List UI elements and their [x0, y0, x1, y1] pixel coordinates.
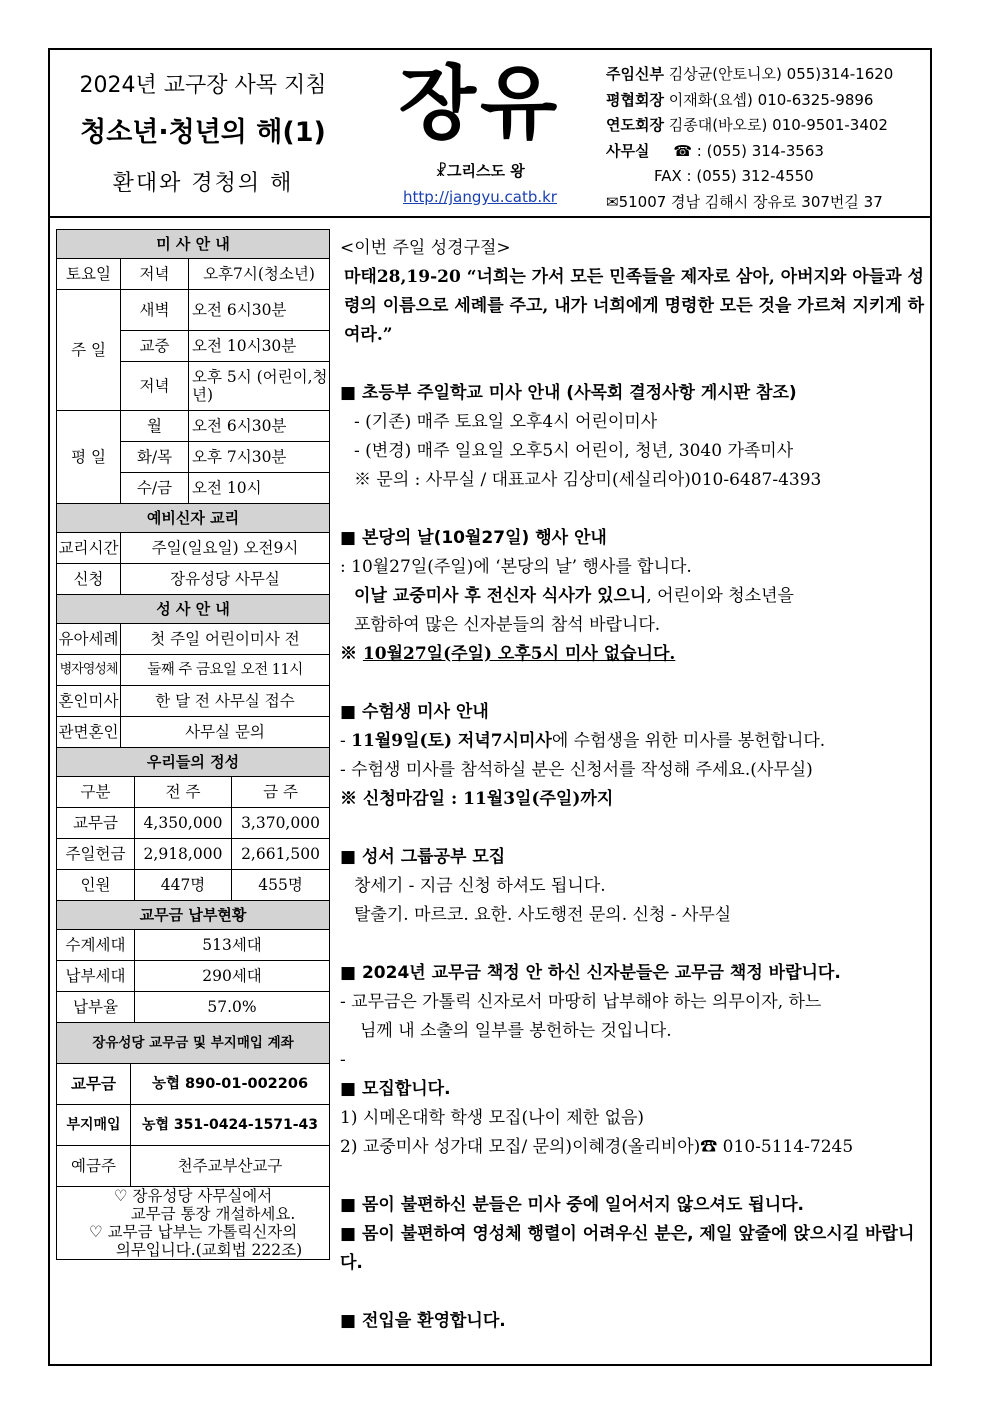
header	[50, 50, 930, 218]
contact-council: 평협회장 이재화(요셉) 010-6325-9896	[606, 90, 874, 109]
children-mass-new: - (변경) 매주 일요일 오후5시 어린이, 청년, 3040 가족미사	[354, 441, 794, 461]
contact-pastor: 주임신부 김상균(안토니오) 055)314-1620	[606, 65, 894, 83]
year-subtheme: 환대와 경청의 해	[112, 171, 294, 196]
scripture-text: 마태28,19-20 “너희는 가서 모든 민족들을 제자로 삼아, 아버지와 아들과 성령의 이름으로 세례를 주고, 내가 너희에게 명령한 모든 것을 가르쳐 지키게 하여라.”	[344, 267, 925, 345]
offering-table	[56, 747, 330, 901]
notice-communion: ■ 몸이 불편하여 영성체 행렬이 어려우신 분은, 제일 앞줄에 앉으시길 바랍니다.	[340, 1224, 915, 1273]
offering-header-row: 구분 전 주 금 주	[57, 777, 330, 808]
section-welcome-title: ■ 전입을 환영합니다.	[340, 1311, 506, 1331]
weekday-label: 평 일	[57, 411, 121, 504]
children-mass-contact: ※ 문의 : 사무실 / 대표교사 김상미(세실리아)010-6487-4393	[354, 470, 822, 490]
catechumen-section-title: 예비신자 교리	[57, 504, 330, 533]
announcements	[340, 234, 926, 1336]
parish-day-line3: 포함하여 많은 신자분들의 참석 바랍니다.	[354, 615, 661, 635]
account-row-holder: 예금주 천주교부산교구	[57, 1146, 330, 1187]
notice-standing: ■ 몸이 불편하신 분들은 미사 중에 일어서지 않으셔도 됩니다.	[340, 1195, 804, 1215]
sidebar-table	[56, 229, 330, 748]
section-bible-study-title: ■ 성서 그룹공부 모집	[340, 847, 506, 867]
bible-study-others: 탈출기. 마르코. 요한. 사도행전 문의. 신청 - 사무실	[354, 905, 732, 925]
account-table	[56, 1022, 330, 1260]
mass-row-sunday-main: 교중 오전 10시30분	[57, 331, 330, 362]
offering-section-title: 우리들의 정성	[57, 748, 330, 777]
pastoral-guideline: 2024년 교구장 사목 지침	[79, 73, 327, 98]
contact-list	[606, 62, 893, 215]
section-recruit-title: ■ 모집합니다.	[340, 1079, 451, 1099]
dues-row-households: 수계세대 513세대	[57, 930, 330, 961]
sidebar	[56, 229, 329, 1260]
mass-row-monday: 평 일 월 오전 6시30분	[57, 411, 330, 442]
recruit-simeon: 1) 시메온대학 학생 모집(나이 제한 없음)	[340, 1108, 645, 1128]
sacrament-section-title: 성 사 안 내	[57, 595, 330, 624]
mass-row-wed-fri: 수/금 오전 10시	[57, 473, 330, 504]
scripture-title: <이번 주일 성경구절>	[340, 238, 511, 258]
exam-mass-deadline: ※ 신청마감일 : 11월3일(주일)까지	[340, 789, 614, 809]
bible-study-genesis: 창세기 - 지금 신청 하셔도 됩니다.	[354, 876, 606, 896]
offering-row-attendance: 인원 447명 455명	[57, 870, 330, 901]
children-mass-old: - (기존) 매주 토요일 오후4시 어린이미사	[354, 412, 658, 432]
sacrament-row-sick-communion: 병자영성체 둘째 주 금요일 오전 11시	[57, 655, 330, 686]
contact-funeral: 연도회장 김종대(바오로) 010-9501-3402	[606, 116, 888, 134]
contact-office-phone: 사무실 ☎ : (055) 314-3563	[606, 141, 824, 160]
dues-row-rate: 납부율 57.0%	[57, 992, 330, 1023]
exam-mass-line2: - 수험생 미사를 참석하실 분은 신청서를 작성해 주세요.(사무실)	[340, 760, 813, 780]
dues-line3: -	[340, 1050, 346, 1070]
sacrament-row-baptism: 유아세례 첫 주일 어린이미사 전	[57, 624, 330, 655]
offering-row-collection: 주일헌금 2,918,000 2,661,500	[57, 839, 330, 870]
bulletin-frame	[48, 48, 932, 1366]
mass-row-sunday-dawn: 주 일 새벽 오전 6시30분	[57, 290, 330, 331]
dues-line1: - 교무금은 가톨릭 신자로서 마땅히 납부해야 하는 의무이자, 하느	[340, 992, 822, 1012]
parish-day-notice: ※ 10월27일(주일) 오후5시 미사 없습니다.	[340, 644, 676, 664]
sunday-name: ☧그리스도 왕	[435, 162, 525, 180]
sidebar-notes: ♡ 장유성당 사무실에서 교무금 통장 개설하세요. ♡ 교무금 납부는 가톨릭신자의 의무입니다.(교회법 222조)	[57, 1187, 330, 1260]
exam-mass-line1: - 11월9일(토) 저녁7시미사에 수험생을 위한 미사를 봉헌합니다.	[340, 731, 826, 751]
section-exam-mass-title: ■ 수험생 미사 안내	[340, 702, 489, 722]
dues-line2: 님께 내 소출의 일부를 봉헌하는 것입니다.	[360, 1021, 672, 1041]
mass-row-sunday-evening: 저녁 오후 5시 (어린이,청년)	[57, 362, 330, 411]
account-row-land: 부지매입 농협 351-0424-1571-43	[57, 1105, 330, 1146]
contact-office-fax: FAX : (055) 312-4550	[654, 167, 814, 185]
sacrament-row-wedding: 혼인미사 한 달 전 사무실 접수	[57, 686, 330, 717]
catechumen-row-time: 교리시간 주일(일요일) 오전9시	[57, 533, 330, 564]
mass-row-tue-thu: 화/목 오후 7시30분	[57, 442, 330, 473]
dues-section-title: 교무금 납부현황	[57, 901, 330, 930]
dues-table	[56, 900, 330, 1023]
account-section-title: 장유성당 교무금 및 부지매입 계좌	[57, 1023, 330, 1064]
mass-section-title: 미 사 안 내	[57, 230, 330, 259]
section-children-mass-title: ■ 초등부 주일학교 미사 안내 (사목회 결정사항 게시판 참조)	[340, 383, 797, 403]
dues-row-paid: 납부세대 290세대	[57, 961, 330, 992]
account-row-dues: 교무금 농협 890-01-002206	[57, 1064, 330, 1105]
mass-row-saturday: 토요일 저녁 오후7시(청소년)	[57, 259, 330, 290]
sunday-label: 주 일	[57, 290, 121, 411]
section-parish-day-title: ■ 본당의 날(10월27일) 행사 안내	[340, 528, 607, 548]
offering-row-dues: 교무금 4,350,000 3,370,000	[57, 808, 330, 839]
parish-url-link[interactable]: http://jangyu.catb.kr	[403, 188, 557, 206]
section-dues-title: ■ 2024년 교무금 책정 안 하신 신자분들은 교무금 책정 바랍니다.	[340, 963, 841, 983]
catechumen-row-apply: 신청 장유성당 사무실	[57, 564, 330, 595]
parish-title: 장유	[398, 57, 562, 150]
contact-address: ✉51007 경남 김해시 장유로 307번길 37	[606, 192, 883, 211]
parish-day-line2: 이날 교중미사 후 전신자 식사가 있으니, 어린이와 청소년을	[354, 586, 794, 606]
sacrament-row-dispensation: 관면혼인 사무실 문의	[57, 717, 330, 748]
parish-day-line1: : 10월27일(주일)에 ‘본당의 날’ 행사를 합니다.	[340, 557, 692, 577]
recruit-choir: 2) 교중미사 성가대 모집/ 문의)이혜경(올리비아)☎ 010-5114-7245	[340, 1137, 854, 1157]
year-theme: 청소년·청년의 해(1)	[80, 117, 326, 148]
